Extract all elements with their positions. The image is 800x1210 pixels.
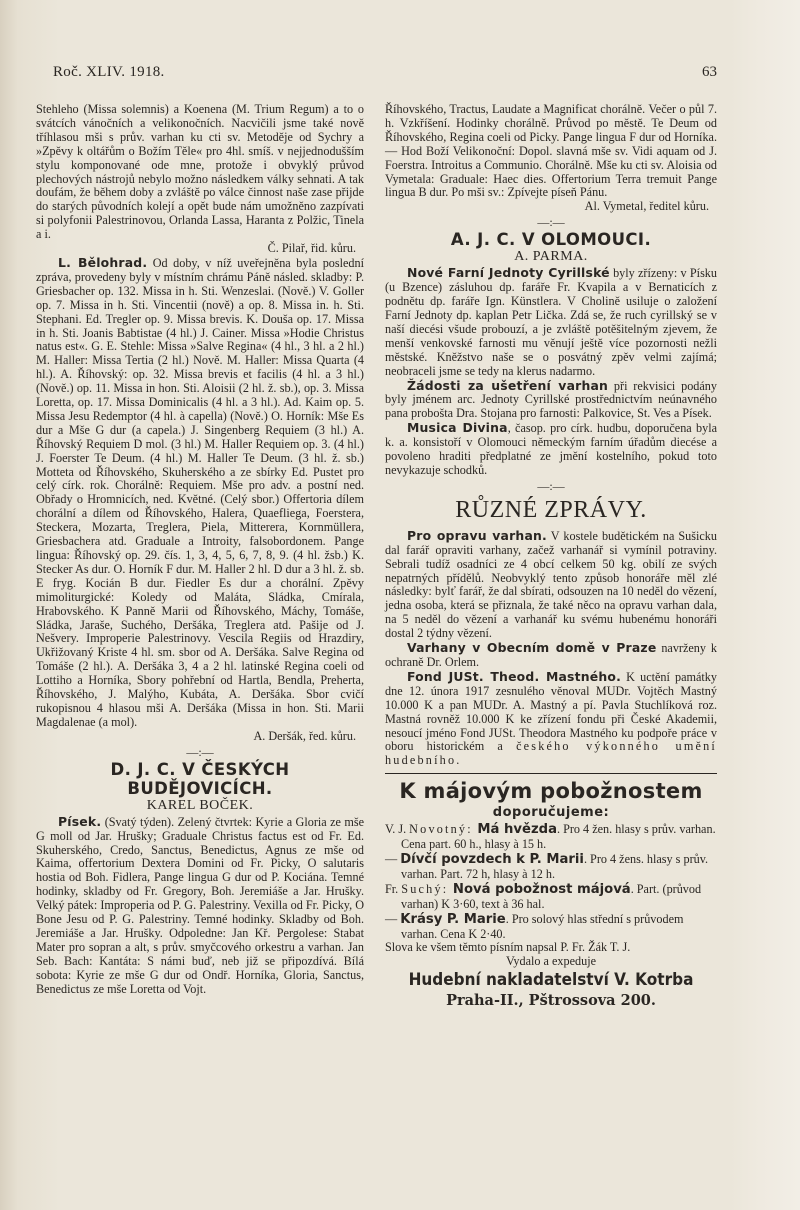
section-author: A. PARMA. <box>514 249 588 265</box>
news-text: V kostele budětickém na Sušicku dal farář opraviti varhany, začež varhanář si vymínil potraviny. Sebrali tudíž osadníci ze 4 obcí celkem 50 kg. obilí ze svých nepatrných přídělů. Neobvyklý tento způsob honoráře měl zlé následky: bylť farář, že dal sbírati, odsouzen na 10 neděl do vězení, jedna osoba, která se přiznala, že také něco na opravu varhan dala, na 5 neděl do vězení a varhanář ku svému hubenému honoráři dostal 2 týdny vězení. <box>385 528 717 641</box>
page-number: 63 <box>702 64 717 80</box>
item-lead: Nové Farní Jednoty Cyrillské <box>407 265 610 281</box>
news-item <box>385 529 717 641</box>
entry-title: Nová pobožnost májová <box>448 882 631 898</box>
item-lead: Musica Divina <box>407 420 508 436</box>
continuation-signature: Al. Vymetal, ředitel kůru. <box>584 199 709 214</box>
entry-author: Novotný: <box>409 822 473 837</box>
news-lead: Varhany v Obecním domě v Praze <box>407 640 657 656</box>
pisek-lead: Písek. <box>58 813 102 829</box>
advertisement <box>385 778 717 1010</box>
belohrad-lead: L. Bělohrad. <box>58 254 148 270</box>
entry-title: Má hvězda <box>472 822 557 838</box>
news-item <box>385 641 717 670</box>
news-lead: Pro opravu varhan. <box>407 527 547 543</box>
entry-prefix: — <box>385 852 401 867</box>
lyrics-note: Slova ke všem těmto písním napsal P. Fr. Žák T. J. <box>385 940 631 955</box>
page-header <box>53 64 717 86</box>
belohrad-text: Od doby, v níž uveřejněna byla poslední zpráva, provedeny byly v místním chrámu Páně násled. skladby: P. Griesbacher op. 132. Missa in h. Sti. Wenzeslai. (Nově.) V. Goller op. 7. Missa in h. Sti. Vincentii (nově) a op. 8. Missa in. h. Sti. Stephani. Ed. Tregler op. 9. Missa brevis. K. Douša op. 17. Missa in h. Sti. Joanis Babtistae (4 hl.) J. Cainer. Missa »Hodie Christus natus est«. G. E. Stehle: Missa »Salve Regina« (4 hl., 3 hl. a 2 hl.) M. Haller: Missa Tertia (2 hl.) Nově. M. Haller: Missa Quarta (4 hl.). A. Říhovský: op. 32. Missa brevis et facilis (4 hl. a 3 hl.) (Nově.) op. 11. Missa in hon. Sti. Aloisii (2 hl. ž. sb.), op. 3. Missa Loretta, op. 17. Missa Dominicalis (4 hl. a 3 hl.). Ad. Kaim op. 5. Missa Jesu Redemptor (4 hl. à capella) (Nově.) O. Horník: Mše Es dur a Mše G dur (a capela.) J. Singenberg Requiem (3 hl.) A. Říhovský Requiem D mol. (3 hl.) M. Haller Requiem op. 3. (4 hl.) J. Foerster Te Deum. (4 hl.) M. Haller Te Deum. (3 hl. ž. sb.) Motteta od Říhovského, Skuherského a ze sbírky Ed. Pustet pro celý círk. rok. Chorálně: Requiem. Mše pro adv. a postní ned. Obřady o Hromnicích, ned. Květné. (Celý sbor.) Offertoria dílem chorální a dílem od Říhovského, Halera, Quaefliega, Foerstera, Steckera, Mozarta, Treglera, Piela, Mitterera, Kornmüllera, Griesbachera atd. Graduale a Introity, falsobordonem. Pange lingua: Říhovský op. 29. čís. 1, 3, 4, 5, 6, 7, 8, 9. (4 hl. žsb.) K. Stecker As dur. O. Horník F dur. M. Haller 2 hl. D dur a 3 hl. ž. sb. E fryg. Kocián B dur. Fiedler Es dur a chorální. Zpěvy mimoliturgické: Koledy od Maláta, Sládka, Cmírala, Hrabovského. K Panně Marii od Říhovského, Máchy, Tomáše, Sládka, Jaraše, Suchého, Deršáka, Treglera atd. Pašije od J. Nešvery. Improperie Palestrinovy. Vescila Regiis od Hrazdiry, Ukřižovaný Kriste 4 hl. sm. sbor od A. Deršáka. Salve Regina od Tomáše (2 hl.). A. Deršáka 3, 4 a 2 hl. latinské Regina coeli od Lottiho a Horníka, Sbory pohřební od Hartla, Bendla, Preherta, Říhovského, J. Malýho, Kubáta, A. Deršáka. Sbor cvičí rukopisnou 4 hlasou mši A. Deršáka (Missa in hon. Sti. Marii Magdalenae (a mol). <box>36 255 364 729</box>
entry-title: Krásy P. Marie <box>400 912 506 928</box>
volume-label: Roč. XLIV. 1918. <box>53 64 165 80</box>
section-author: KAREL BOČEK. <box>146 797 254 813</box>
intro-signature: Č. Pilař, řid. kůru. <box>267 241 356 256</box>
section-separator: —:— <box>537 215 565 230</box>
entry-text: . Pro 4 žens. hlasy s prův. varhan. Part. 72 h, hlasy à 12 h. <box>401 852 709 882</box>
advert-entry <box>385 822 717 851</box>
advert-entry <box>385 852 717 881</box>
publisher-address: Praha-II., Pštrossova 200. <box>446 992 656 1010</box>
section-separator: —:— <box>186 744 214 759</box>
belohrad-report <box>36 256 364 730</box>
news-text: navrženy k ochraně Dr. Orlem. <box>385 641 717 669</box>
olomouc-item <box>385 266 717 378</box>
entry-prefix: — <box>385 912 401 927</box>
olomouc-item <box>385 379 717 422</box>
publisher-intro: Vydalo a expeduje <box>505 954 597 969</box>
advert-entry <box>385 912 717 941</box>
entry-title: Dívčí povzdech k P. Marii <box>400 852 584 868</box>
item-lead: Žádosti za ušetření varhan <box>407 377 609 393</box>
intro-paragraph: Stehleho (Missa solemnis) a Koenena (M. Trium Regum) a to o svátcích vánočních a velikonočních. Nacvičili jsme také nově tříhlasou mši s prův. varhan ku cti sv. Metoděje od Sychry a »Zpěvy k oltářům o Božím Těle« pro 4hl. smíš. v nejjednodušším stylu komponované ode mne, protože i obvyklý průvod plechových nástrojů nebylo možno následkem války sehnati. A tak doufám, že během doby a zvláště po válce činnost naše zase přijde do starých původních kolejí a opět bude nám umožněno zazpívati si polyfonii Palestrinovou, Orlanda Lassa, Haranta z Polžic, Tinela a i. <box>36 102 364 242</box>
belohrad-signature: A. Deršák, řed. kůru. <box>253 728 356 743</box>
right-column <box>385 103 717 1010</box>
advert-subtitle: doporučujeme: <box>492 805 610 821</box>
entry-prefix: V. J. <box>385 822 410 837</box>
olomouc-item <box>385 421 717 478</box>
entry-text: . Part. (průvod varhan) K 3·60, text à 36 hal. <box>401 882 702 912</box>
entry-text: . Pro 4 žen. hlasy s prův. varhan. Cena part. 60 h., hlasy à 15 h. <box>401 822 716 852</box>
news-lead: Fond JUSt. Theod. Mastného. <box>407 668 622 684</box>
item-text: , časop. pro círk. hudbu, doporučena byla k. a. konsistoří v Olomouci německým farním úřadům diecése a povoleno hraditi předplatné ze jmění kostelního, pokud toto nevykazuje schodků. <box>385 421 717 477</box>
section-heading-olomouc: A. J. C. V OLOMOUCI. <box>450 230 652 250</box>
section-heading-budejovice: D. J. C. V ČESKÝCH BUDĚJOVICÍCH. <box>110 759 290 798</box>
item-text: byly zřízeny: v Písku (u Bzence) zásluhou dp. faráře Fr. Kvapila a v Bernaticích z podnětu dp. faráře Ign. Künstlera. V Cholině usiluje o založení Farní Jednoty dp. kaplan Petr Lička. Zdá se, že ruch cyrillský se v naší diecési všude probouzí, a je zvláště potěšitelným zjevem, že menší venkovské farnosti mu věnují ještě více pozornosti nežli městské. Kněžstvo naše se o posvátný zpěv velmi zajímá; neobraceli jsme se tedy na klerus nadarmo. <box>385 266 717 378</box>
news-item <box>385 670 717 768</box>
continuation-paragraph: Říhovského, Tractus, Laudate a Magnificat chorálně. Večer o půl 7. h. Vzkříšení. Hodinky chorálně. Průvod po městě. Te Deum od Říhovského, Regina coeli od Picky. Pange lingua F dur od Horníka. — Hod Boží Velikonoční: Dopol. slavná mše sv. Vidi aquam od J. Foerstra. Introitus a Communio. Chorálně. Mše ku cti sv. Aloisia od Vymetala: Graduale: Haec dies. Offertorium Terra tremuit Pange lingua B dur. Po mši sv.: Zpívejte píseň Pánu. <box>385 102 717 200</box>
entry-author: Suchý: <box>401 882 449 897</box>
pisek-report <box>36 815 364 997</box>
advert-title: K májovým pobožnostem <box>399 779 703 804</box>
entry-text: . Pro solový hlas střední s průvodem varhan. Cena K 2·40. <box>401 912 684 942</box>
news-spaced-text: českého výkonného umění hudebního. <box>385 739 717 768</box>
section-separator: —:— <box>537 478 565 493</box>
advert-entry <box>385 882 717 911</box>
publisher-name: Hudební nakladatelství V. Kotrba <box>408 970 694 991</box>
item-text: při rekvisici podány byly jménem arc. Jednoty Cyrillské prostřednictvím neúnavného pana probošta Dra. Stojana pro farnosti: Palkovice, St. Ves a Písek. <box>385 378 717 421</box>
section-heading-news: RŮZNÉ ZPRÁVY. <box>455 496 647 523</box>
news-text: K uctění památky dne 12. února 1917 zesnulého věnoval MUDr. Vojtěch Mastný 10.000 K a pan MUDr. A. Mastný a pí. Pavla Stuchlíková roz. Mastná rovněž 10.000 K ke zřízení fondu při České Akademii, nesoucí jméno Fond JUSt. Theodora Mastného ku podpoře práce v oboru historickém a <box>385 669 717 754</box>
entry-prefix: Fr. <box>385 882 402 897</box>
advert-divider <box>385 773 717 774</box>
left-column <box>36 103 364 996</box>
pisek-text: (Svatý týden). Zelený čtvrtek: Kyrie a Gloria ze mše G moll od Jar. Hrušky; Graduale Christus factus est od Fr. Ed. Skuherského, Credo, Sanctus, Benedictus, Agnus ze mše od Kaima, offertorium Dextera Domini od Fr. Picky, O salutaris hostia od Boh. Fidlera, Pange lingua G dur od P. Kociána. Temné hodinky, skladby od Fr. Gregory, Boh. Jeremiáše a Jar. Hrušky. Velký pátek: Improperia od P. G. Palestriny. Vexilla od Fr. Picky, O Bone Jesu od P. G. Palestriny. Temné hodinky. Skladby od Boh. Jeremiáše a Jar. Hrušky. Odpoledne: Jan Kř. Pergolese: Stabat Mater pro sopran a alt, s prův. smyčcového orkestru a varhan. Jan Seb. Bach: Kantáta: S námi buď, neb již se připozdívá. Bílá sobota: Kyrie ze mše G dur od Ondř. Horníka, Gloria, Sanctus, Benedictus ze mše Loretta od Vojt. <box>36 814 364 996</box>
